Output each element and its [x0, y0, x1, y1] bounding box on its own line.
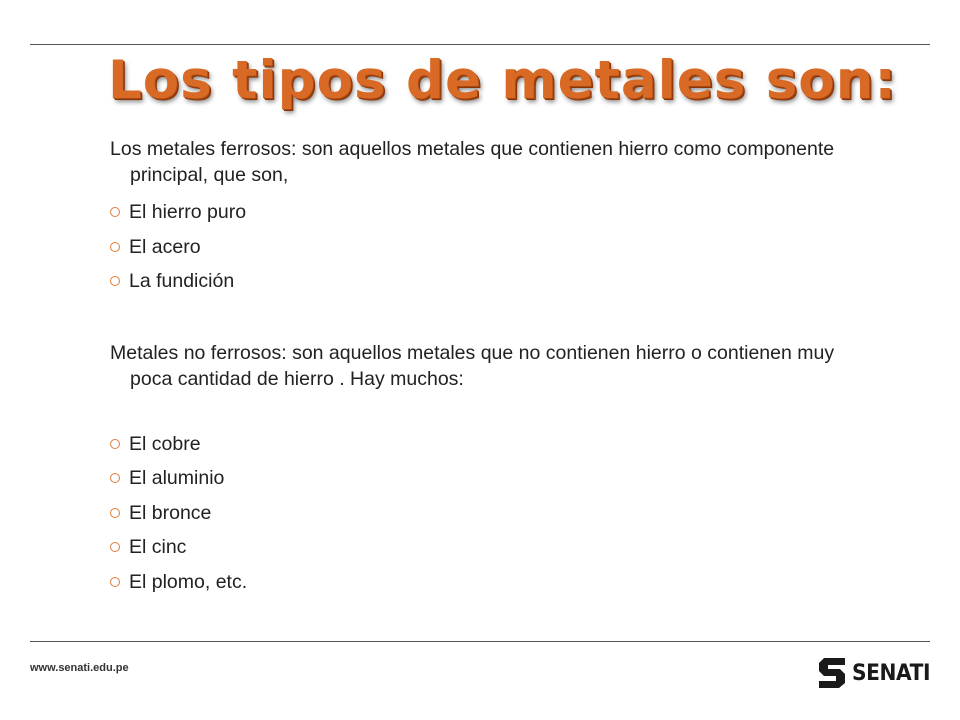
list-item-label: El cobre: [129, 432, 201, 455]
list-item-label: El bronce: [129, 501, 212, 524]
circle-bullet-icon: [110, 276, 120, 286]
nonferrous-list: [110, 427, 870, 600]
footer-url: www.senati.edu.pe: [30, 662, 129, 674]
slide-title: Los tipos de metales son:: [108, 50, 897, 111]
top-divider: [30, 44, 930, 45]
circle-bullet-icon: [110, 542, 120, 552]
ferrous-intro: Los metales ferrosos: son aquellos metales que contienen hierro como componente principal, que son,: [110, 138, 835, 186]
list-item: [110, 565, 870, 600]
list-item: [110, 195, 870, 230]
list-item-label: El cinc: [129, 536, 187, 559]
list-item: [110, 496, 870, 531]
list-item: [110, 530, 870, 565]
list-item: [110, 264, 870, 299]
circle-bullet-icon: [110, 242, 120, 252]
circle-bullet-icon: [110, 508, 120, 518]
circle-bullet-icon: [110, 439, 120, 449]
ferrous-list: [110, 195, 870, 299]
slide-content: [110, 136, 870, 599]
senati-logo: [818, 656, 937, 690]
list-item: [110, 230, 870, 265]
nonferrous-intro: Metales no ferrosos: son aquellos metales que no contienen hierro o contienen muy poca cantidad de hierro . Hay muchos:: [110, 341, 835, 390]
senati-s-icon: [818, 657, 846, 689]
logo-text: SENATI: [852, 660, 931, 686]
list-item-label: El aluminio: [129, 467, 225, 490]
list-item-label: El plomo, etc.: [129, 570, 248, 593]
list-item: [110, 461, 870, 496]
list-item-label: La fundición: [129, 270, 235, 293]
circle-bullet-icon: [110, 207, 120, 217]
circle-bullet-icon: [110, 577, 120, 587]
list-item-label: El acero: [129, 235, 201, 258]
list-item-label: El hierro puro: [129, 201, 247, 224]
list-item: [110, 427, 870, 462]
circle-bullet-icon: [110, 473, 120, 483]
bottom-divider: [30, 641, 930, 642]
